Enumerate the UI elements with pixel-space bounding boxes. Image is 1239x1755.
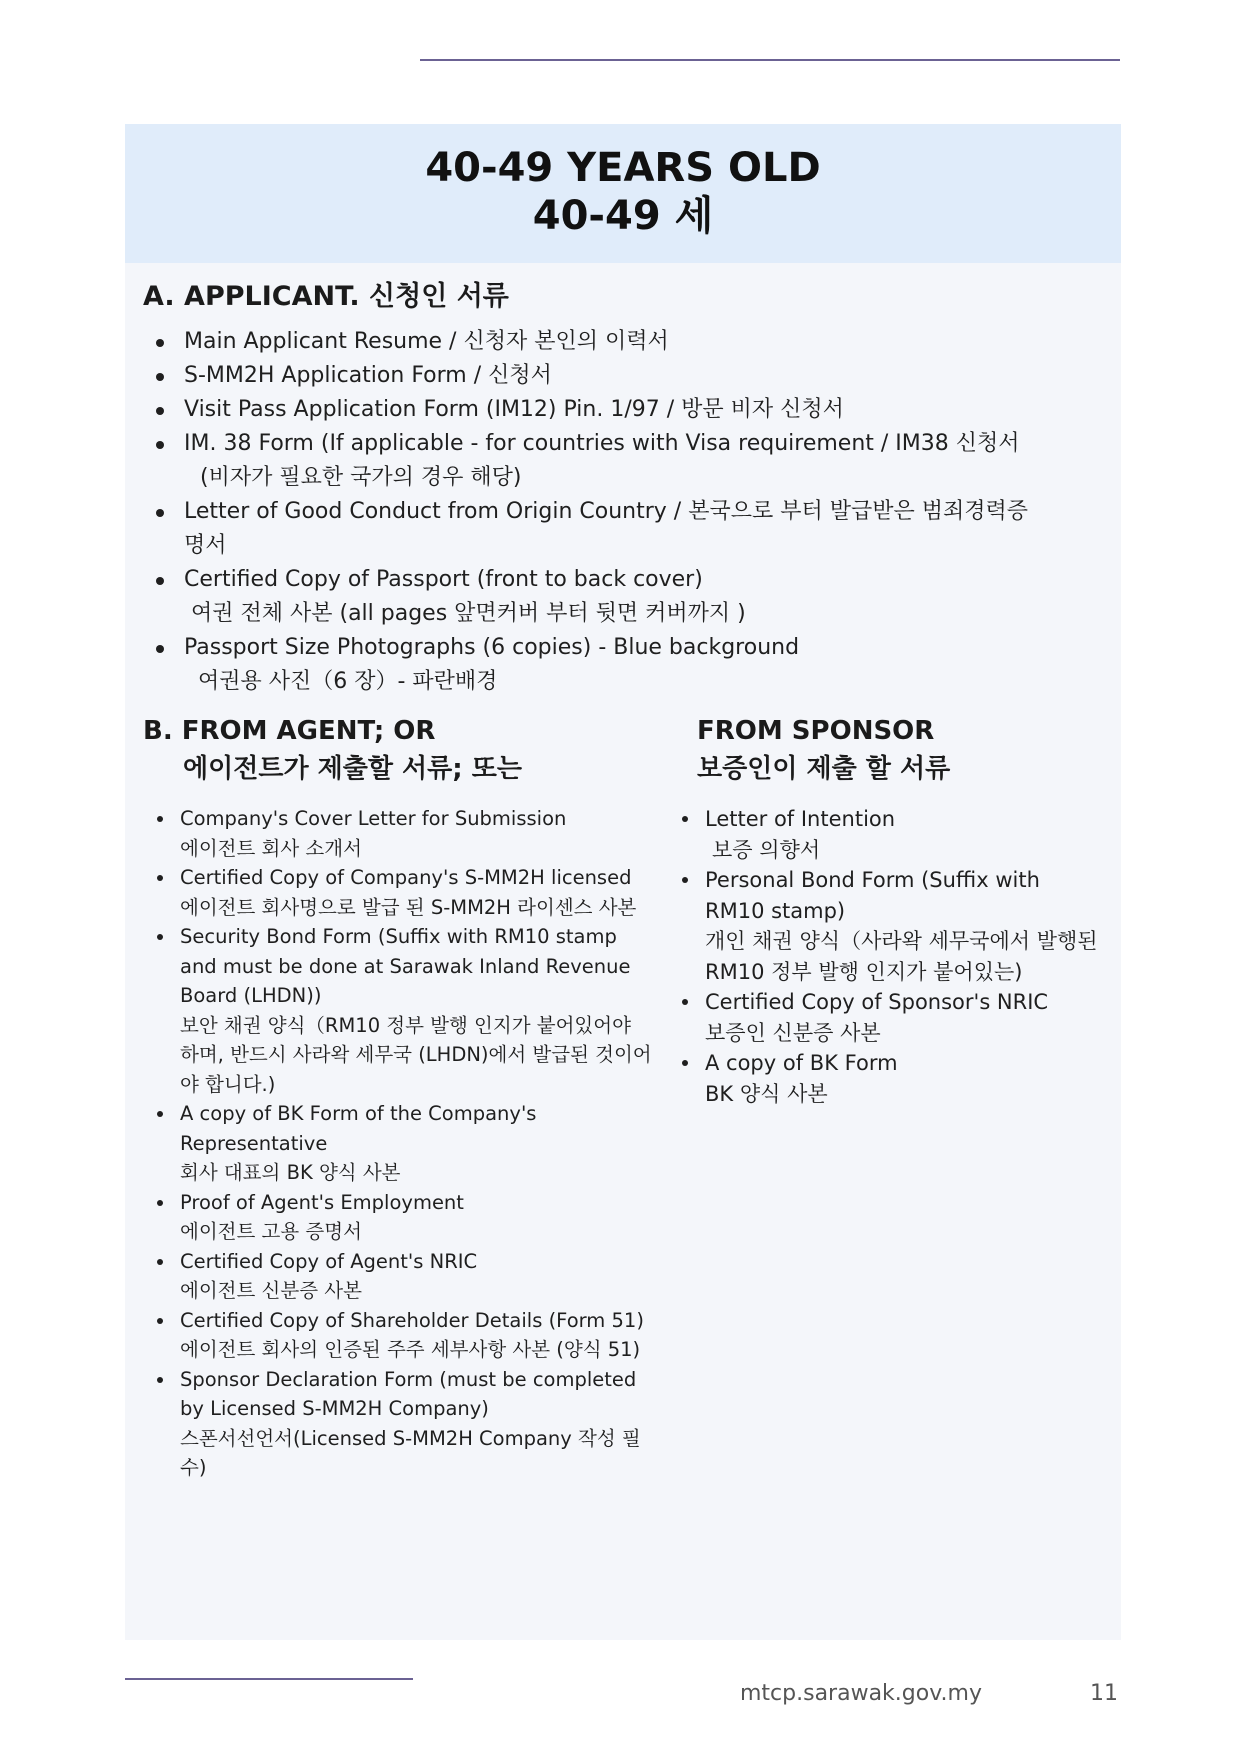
item-text: Passport Size Photographs (6 copies) - Blue background	[184, 635, 800, 660]
item-subtext: 여권용 사진（6 장）- 파란배경	[198, 669, 498, 694]
item-text: Visit Pass Application Form (IM12) Pin. 1/97 / 방문 비자 신청서	[184, 397, 844, 422]
item-text: IM. 38 Form (If applicable - for countries with Visa requirement / IM38 신청서	[184, 431, 1020, 456]
item-text-ko: 에이전트 신분증 사본	[180, 1279, 362, 1302]
list-item	[153, 495, 1103, 563]
age-banner	[125, 124, 1121, 263]
item-text-en: Certified Copy of Shareholder Details (Form 51)	[180, 1308, 644, 1332]
section-a-title: A. APPLICANT. 신청인 서류	[143, 281, 509, 312]
list-item	[154, 1099, 654, 1188]
sponsor-title-en: FROM SPONSOR	[697, 716, 935, 746]
item-text: Certified Copy of Passport (front to back cover)	[184, 567, 703, 592]
bottom-divider	[125, 1678, 413, 1680]
item-text-en: Proof of Agent's Employment	[180, 1190, 464, 1214]
list-item	[153, 563, 1103, 631]
list-item	[154, 1188, 654, 1247]
item-text-ko: 스폰서선언서(Licensed S-MM2H Company 작성 필수)	[180, 1426, 641, 1479]
agent-document-list	[154, 804, 654, 1483]
item-text: S-MM2H Application Form / 신청서	[184, 363, 552, 388]
list-item	[679, 865, 1099, 987]
item-text-ko: BK 양식 사본	[705, 1081, 828, 1106]
item-text-ko: 에이전트 회사 소개서	[180, 836, 362, 860]
item-text-en: A copy of BK Form	[705, 1051, 898, 1075]
item-text-ko: 에이전트 고용 증명서	[180, 1220, 362, 1243]
list-item	[153, 393, 1103, 427]
list-item	[153, 427, 1103, 495]
item-text-ko: 에이전트 회사명으로 발급 된 S-MM2H 라이센스 사본	[180, 895, 637, 919]
item-text-en: Personal Bond Form (Suffix with RM10 stamp)	[705, 868, 1040, 923]
list-item	[154, 1365, 654, 1483]
item-text-ko: 보증 의향서	[712, 837, 821, 862]
list-item	[154, 863, 654, 922]
applicant-document-list	[153, 325, 1103, 699]
list-item	[679, 804, 1099, 865]
banner-title-en: 40-49 YEARS OLD	[425, 145, 821, 191]
page-number: 11	[1090, 1681, 1118, 1706]
list-item	[679, 1048, 1099, 1109]
item-text-ko: 개인 채권 양식（사라왁 세무국에서 발행된 RM10 정부 발행 인지가 붙어있는)	[705, 929, 1098, 984]
item-text-en: A copy of BK Form of the Company's Representative	[180, 1102, 537, 1155]
section-b-title-ko: 에이전트가 제출할 서류; 또는	[183, 754, 522, 784]
section-b-title-en: B. FROM AGENT; OR	[143, 716, 436, 746]
list-item	[153, 359, 1103, 393]
sponsor-title-ko: 보증인이 제출 할 서류	[697, 754, 951, 784]
banner-title-ko: 40-49 세	[532, 193, 714, 239]
item-text: Main Applicant Resume / 신청자 본인의 이력서	[184, 329, 669, 354]
list-item	[153, 325, 1103, 359]
section-b-title	[143, 712, 522, 788]
item-subtext: 여권 전체 사본 (all pages 앞면커버 부터 뒷면 커버까지 )	[191, 601, 746, 626]
item-text-en: Company's Cover Letter for Submission	[180, 807, 567, 830]
sponsor-title	[697, 712, 950, 788]
footer-website-link[interactable]: mtcp.sarawak.gov.my	[740, 1681, 982, 1706]
list-item	[153, 631, 1103, 699]
item-text-en: Sponsor Declaration Form (must be completed by Licensed S-MM2H Company)	[180, 1367, 637, 1420]
list-item	[679, 987, 1099, 1048]
item-subtext: 명서	[184, 533, 227, 558]
item-text-ko: 회사 대표의 BK 양식 사본	[180, 1161, 401, 1184]
item-text-en: Certified Copy of Sponsor's NRIC	[705, 990, 1049, 1014]
item-text-en: Certified Copy of Company's S-MM2H licensed	[180, 866, 632, 889]
item-text-en: Letter of Intention	[705, 807, 896, 831]
item-text-en: Security Bond Form (Suffix with RM10 stamp and must be done at Sarawak Inland Revenue Board (LHDN))	[180, 925, 631, 1007]
list-item	[154, 922, 654, 1099]
item-text-ko: 보안 채권 양식（RM10 정부 발행 인지가 붙어있어야 하며, 반드시 사라왁 세무국 (LHDN)에서 발급된 것이어야 합니다.)	[180, 1013, 652, 1096]
item-text-ko: 보증인 신분증 사본	[705, 1020, 881, 1045]
item-subtext: (비자가 필요한 국가의 경우 해당)	[200, 465, 522, 490]
list-item	[154, 1247, 654, 1306]
item-text: Letter of Good Conduct from Origin Country / 본국으로 부터 발급받은 범죄경력증	[184, 499, 1028, 524]
top-divider	[420, 59, 1120, 61]
list-item	[154, 804, 654, 863]
sponsor-document-list	[679, 804, 1099, 1109]
list-item	[154, 1306, 654, 1365]
item-text-ko: 에이전트 회사의 인증된 주주 세부사항 사본 (양식 51)	[180, 1338, 641, 1361]
item-text-en: Certified Copy of Agent's NRIC	[180, 1249, 478, 1273]
